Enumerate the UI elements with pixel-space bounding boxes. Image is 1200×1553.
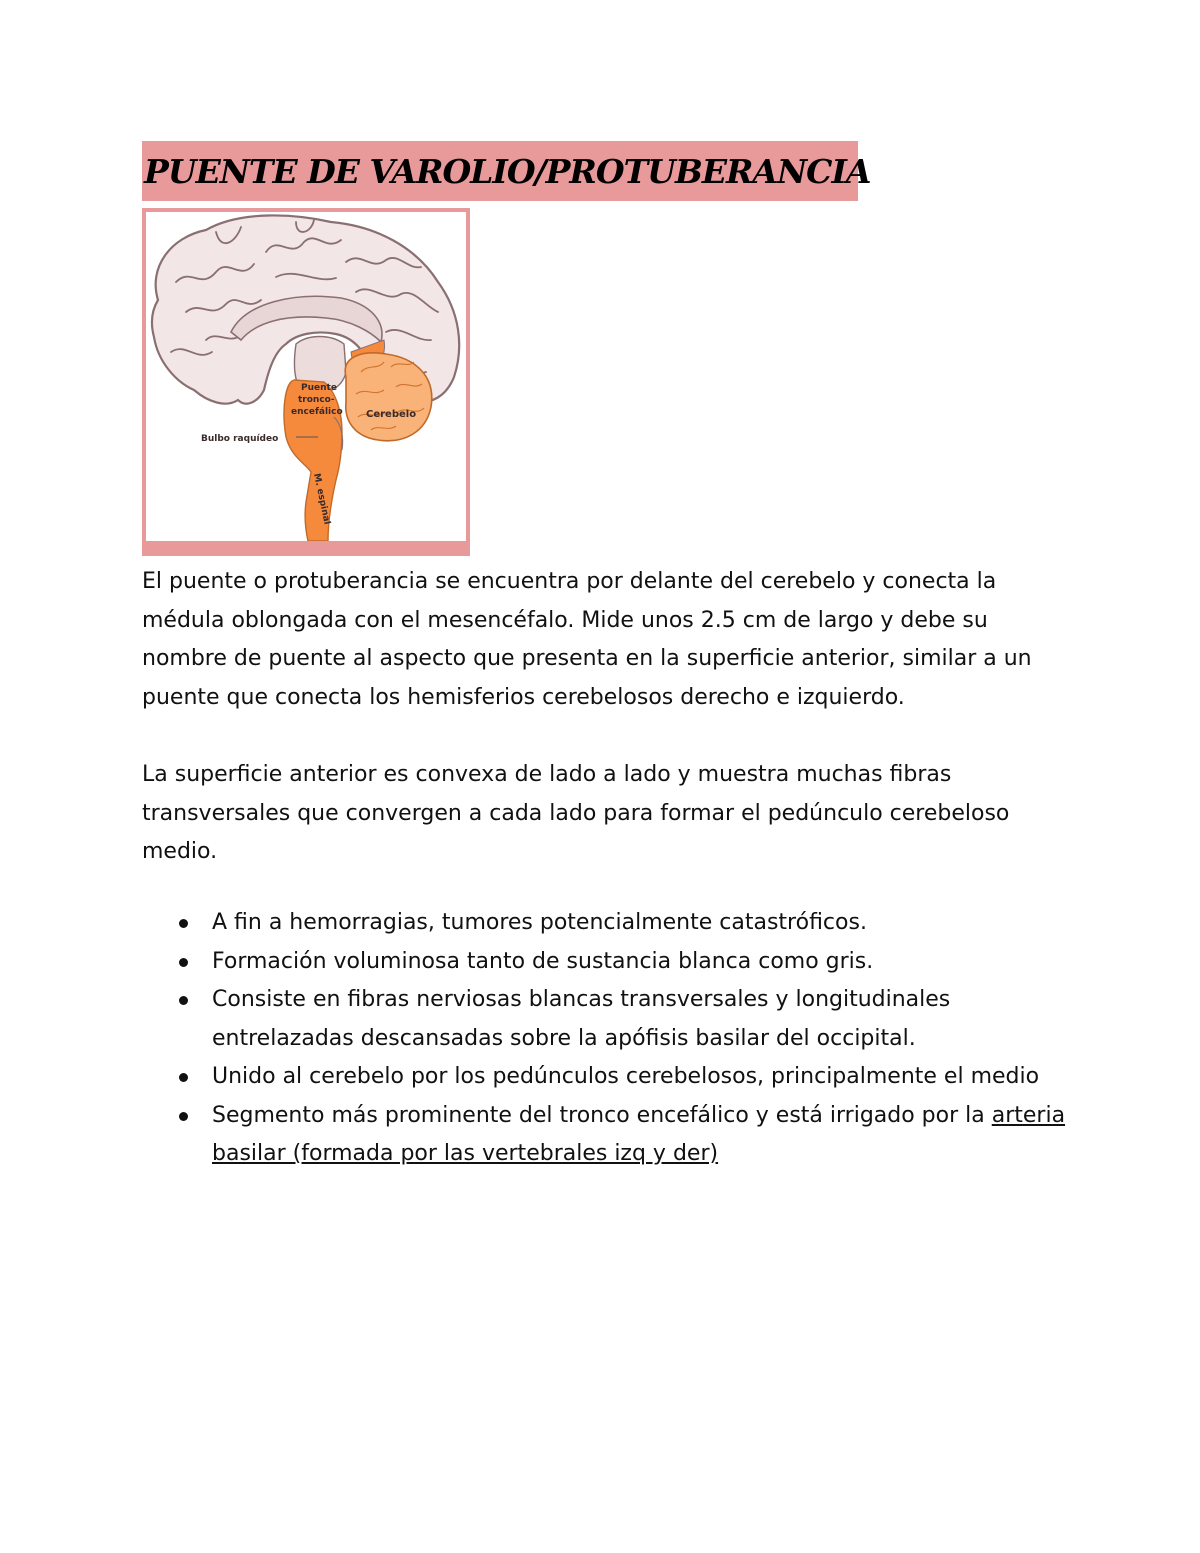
label-puente-3: encefálico <box>291 407 343 417</box>
bullet-icon <box>179 996 188 1005</box>
list-item <box>142 1097 1077 1174</box>
list-item <box>142 981 1077 1058</box>
list-item <box>142 1058 1077 1097</box>
paragraph-1: El puente o protuberancia se encuentra por delante del cerebelo y conecta la médula oblongada con el mesencéfalo. Mide unos 2.5 cm de largo y debe su nombre de puente al aspecto que presenta en la superficie anterior, similar a un puente que conecta los hemisferios cerebelosos derecho e izquierdo. <box>142 569 1032 710</box>
label-bulbo: Bulbo raquídeo <box>201 434 279 444</box>
label-puente-2: tronco- <box>298 395 335 405</box>
list-item <box>142 904 1077 943</box>
list-item-text: Unido al cerebelo por los pedúnculos cerebelosos, principalmente el medio <box>212 1064 1040 1089</box>
list-item-text: Segmento más prominente del tronco encefálico y está irrigado por la <box>212 1102 992 1128</box>
paragraph-2: La superficie anterior es convexa de lado a lado y muestra muchas fibras transversales que convergen a cada lado para formar el pedúnculo cerebeloso medio. <box>142 762 1010 864</box>
list-item <box>142 943 1077 982</box>
bullet-icon <box>179 1073 188 1082</box>
list-item-text: Consiste en fibras nerviosas blancas transversales y longitudinales entrelazadas descansadas sobre la apófisis basilar del occipital. <box>212 987 951 1051</box>
list-item-text: Formación voluminosa tanto de sustancia blanca como gris. <box>212 948 874 974</box>
brain-figure <box>146 212 466 541</box>
bullet-list <box>142 904 1077 1174</box>
label-medula: M. espinal <box>311 472 332 526</box>
brain-diagram <box>146 212 466 541</box>
bullet-icon <box>179 958 188 967</box>
bullet-icon <box>179 919 188 928</box>
page-title: PUENTE DE VAROLIO/PROTUBERANCIA <box>144 152 871 191</box>
bullet-icon <box>179 1112 188 1121</box>
underlined-text: arteria basilar (formada por las vertebrales izq y der) <box>212 1102 1066 1166</box>
label-cerebelo: Cerebelo <box>366 409 417 420</box>
label-puente-1: Puente <box>301 383 337 393</box>
list-item-text: A fin a hemorragias, tumores potencialmente catastróficos. <box>212 910 867 935</box>
